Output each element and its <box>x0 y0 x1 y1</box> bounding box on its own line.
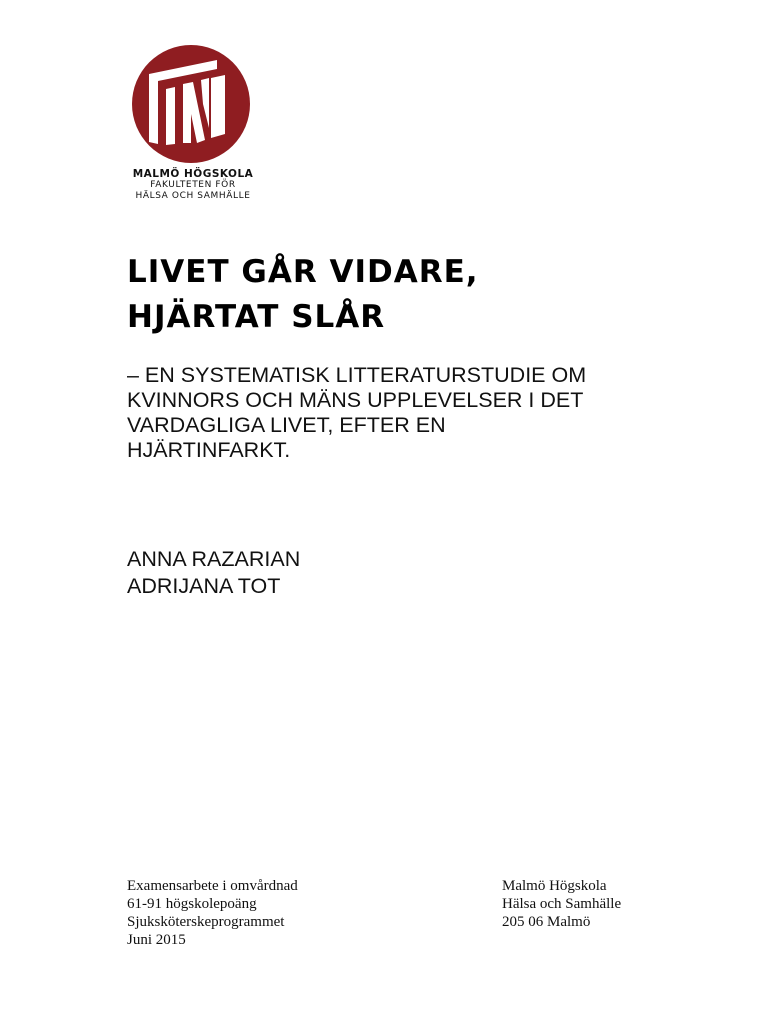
author-name: ANNA RAZARIAN <box>127 547 301 571</box>
institution-name: MALMÖ HÖGSKOLA <box>132 168 254 180</box>
university-logo-icon <box>131 44 251 164</box>
author-name: ADRIJANA TOT <box>127 574 281 598</box>
document-subtitle <box>127 363 687 463</box>
title-line: HJÄRTAT SLÅR <box>127 299 386 335</box>
thesis-info-line: Examensarbete i omvårdnad <box>127 878 298 894</box>
faculty-line-2: HÄLSA OCH SAMHÄLLE <box>135 191 251 201</box>
thesis-info-line: Juni 2015 <box>127 932 186 948</box>
address-line: 205 06 Malmö <box>502 914 591 930</box>
title-line: LIVET GÅR VIDARE, <box>127 254 479 290</box>
subtitle-line: KVINNORS OCH MÄNS UPPLEVELSER I DET <box>127 388 584 412</box>
thesis-info <box>127 877 298 949</box>
faculty-line-1: FAKULTETEN FÖR <box>150 180 236 190</box>
thesis-info-line: 61-91 högskolepoäng <box>127 896 257 912</box>
address-line: Malmö Högskola <box>502 878 607 894</box>
institution-address <box>502 877 621 931</box>
subtitle-line: VARDAGLIGA LIVET, EFTER EN <box>127 413 446 437</box>
subtitle-line: HJÄRTINFARKT. <box>127 438 291 462</box>
logo-text <box>128 168 258 202</box>
document-title <box>127 250 727 340</box>
authors <box>127 546 300 600</box>
subtitle-line: – EN SYSTEMATISK LITTERATURSTUDIE OM <box>127 363 587 387</box>
thesis-info-line: Sjuksköterskeprogrammet <box>127 914 285 930</box>
address-line: Hälsa och Samhälle <box>502 896 622 912</box>
